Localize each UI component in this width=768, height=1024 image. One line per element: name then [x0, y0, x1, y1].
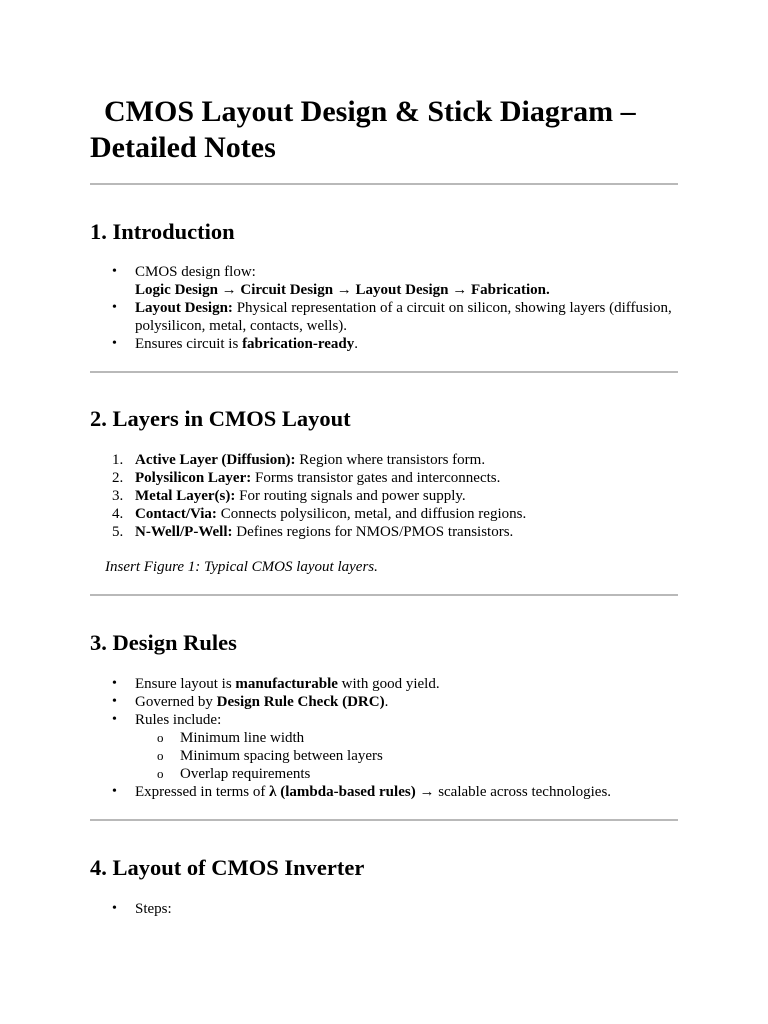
design-rules-list	[90, 675, 678, 801]
list-item: • Steps:	[90, 900, 678, 918]
heading-cmos-inverter: 4. Layout of CMOS Inverter	[90, 855, 365, 880]
section-divider	[90, 183, 678, 185]
rules-sublist	[135, 729, 678, 783]
section-divider	[90, 371, 678, 373]
figure-caption: Insert Figure 1: Typical CMOS layout layers.	[105, 559, 378, 575]
list-item: 4. Contact/Via: Connects polysilicon, metal, and diffusion regions.	[112, 506, 527, 522]
list-item: 2. Polysilicon Layer: Forms transistor gates and interconnects.	[112, 470, 501, 486]
inverter-list	[90, 900, 678, 918]
sublist-item: o Minimum line width	[135, 729, 678, 747]
sublist-item: o Minimum spacing between layers	[135, 747, 678, 765]
section-divider	[90, 594, 678, 596]
list-item: • Ensure layout is manufacturable with good yield.	[90, 675, 678, 693]
list-item: • Ensures circuit is fabrication-ready.	[90, 335, 678, 353]
heading-design-rules: 3. Design Rules	[90, 630, 237, 655]
list-item: • Expressed in terms of λ (lambda-based rules) → scalable across technologies.	[90, 783, 678, 801]
sublist-item: o Overlap requirements	[135, 765, 678, 783]
list-item: 5. N-Well/P-Well: Defines regions for NMOS/PMOS transistors.	[112, 524, 514, 540]
list-item: 1. Active Layer (Diffusion): Region where transistors form.	[112, 452, 486, 468]
list-item: • Governed by Design Rule Check (DRC).	[90, 693, 678, 711]
introduction-list	[90, 263, 678, 353]
design-flow: Logic Design → Circuit Design → Layout Design → Fabrication.	[135, 282, 550, 298]
document-title	[90, 94, 678, 166]
list-item: • Rules include: o Minimum line width o Minimum spacing between layers o Overlap requirements	[90, 711, 678, 783]
section-divider	[90, 819, 678, 821]
list-item: • CMOS design flow: Logic Design → Circuit Design → Layout Design → Fabrication.	[90, 263, 678, 299]
list-item: • Layout Design: Physical representation of a circuit on silicon, showing layers (diffusion, polysilicon, metal, contacts, wells).	[90, 299, 678, 335]
title-line-2: Detailed Notes	[90, 131, 276, 164]
heading-layers: 2. Layers in CMOS Layout	[90, 406, 351, 431]
layers-list	[90, 451, 678, 541]
heading-introduction: 1. Introduction	[90, 219, 235, 244]
list-item: 3. Metal Layer(s): For routing signals and power supply.	[112, 488, 466, 504]
title-line-1: CMOS Layout Design & Stick Diagram –	[104, 95, 636, 128]
